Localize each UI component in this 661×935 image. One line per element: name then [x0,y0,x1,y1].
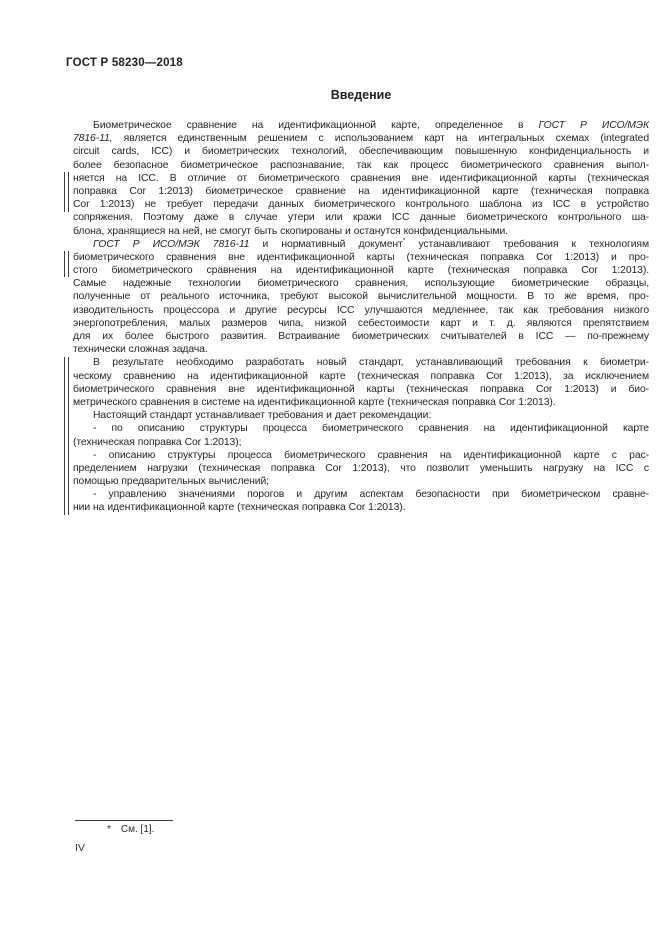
section-title: Введение [330,88,392,102]
text-line: блона, хранящиеся на ней, не смогут быть скопированы и останутся конфиденциальными. [73,225,508,237]
text-line: помощью предварительных вычислений; [73,476,269,488]
text-line: няется на ICC. В отличие от биометрического сравнения вне идентификационной карты (техническая [73,172,649,184]
footnote [73,824,154,835]
text-line: Биометрическое сравнение на идентификационной карте, определенное в ГОСТ Р ИСО/МЭК [93,120,649,131]
change-bar-3 [64,357,69,515]
footnote-rule [75,820,173,821]
page-number: IV [75,842,85,854]
footnote-marker: * [107,824,111,835]
text-line: - управлению значениями порогов и другим аспектам безопасности при биометрическом сравне- [93,489,649,501]
text-line: полученные от реального источника, требуют высокой вычислительной мощности. В то же время, про- [73,291,649,303]
text-line: - по описанию структуры процесса биометрического сравнения на идентификационной карте [93,423,649,435]
text-line: более безопасное биометрическое распознавание, так как процесс биометрического сравнения выпол- [73,159,649,171]
text-line: ческому сравнению на идентификационной карте (техническая поправка Cor 1:2013), за исключением [73,370,649,382]
text-line: Cor 1:2013) не требует передачи данных биометрического контрольного шаблона из ICC в устройство [73,199,649,211]
text-line: биометрического сравнения вне идентификационной карты (техническая поправка Cor 1:2013) и про- [73,251,649,263]
text-line: поправка Cor 1:2013) биометрическое сравнение на идентификационной карте (техническая поправка [73,185,649,197]
text-line: пределением нагрузки (техническая поправка Cor 1:2013), что позволит уменьшить нагрузку на ICC с [73,462,649,474]
text-line: Самые надежные технологии биометрического сравнения, использующие биометрические образцы, [73,278,649,290]
text-line: (техническая поправка Cor 1:2013); [73,436,242,448]
change-bar-1 [64,172,69,212]
text-line: технически сложная задача. [73,344,208,356]
text-line: ГОСТ Р ИСО/МЭК 7816-11 и нормативный документ* устанавливают требования к технологиям [93,237,649,250]
text-line: стого биометрического сравнения на идентификационной карте (техническая поправка Cor 1:2013). [73,265,649,277]
text-line: метрического сравнения в системе на идентификационной карте (техническая поправка Cor 1:2013). [73,396,556,408]
text-line: изводительность процессора и другие ресурсы ICC улучшаются медленнее, так как требования низкого [73,304,649,316]
text-line: 7816-11, является единственным решением с использованием карт на интегральных схемах (integrated [73,133,649,145]
text-line: нии на идентификационной карте (техническая поправка Cor 1:2013). [73,502,406,514]
text-line: для их более быстрого развития. Встраивание биометрических считывателей в ICC — по-прежнему [73,331,649,342]
text-line: энергопотребления, малых размеров чипа, низкой себестоимости карт и т. д. являются препятствием [73,317,649,329]
text-line: биометрического сравнения вне идентификационной карты (техническая поправка Cor 1:2013) и био- [73,383,649,395]
text-line: - описанию структуры процесса биометрического сравнения на идентификационной карте с рас- [93,449,649,461]
text-line: сопряжения. Поэтому даже в случае утери или кражи ICC данные биометрического контрольного ша- [73,212,649,224]
document-code-header: ГОСТ Р 58230—2018 [66,57,183,69]
footnote-text: См. [1]. [120,824,155,835]
text-line: В результате необходимо разработать новый стандарт, устанавливающий требования к биометри- [93,357,649,369]
text-line: circuit cards, ICC) и биометрических технологий, обеспечивающим повышенную конфиденциальность и [73,146,649,158]
text-line: Настоящий стандарт устанавливает требования и дает рекомендации: [93,410,432,422]
introduction-text [73,119,649,515]
change-bar-2 [64,251,69,277]
